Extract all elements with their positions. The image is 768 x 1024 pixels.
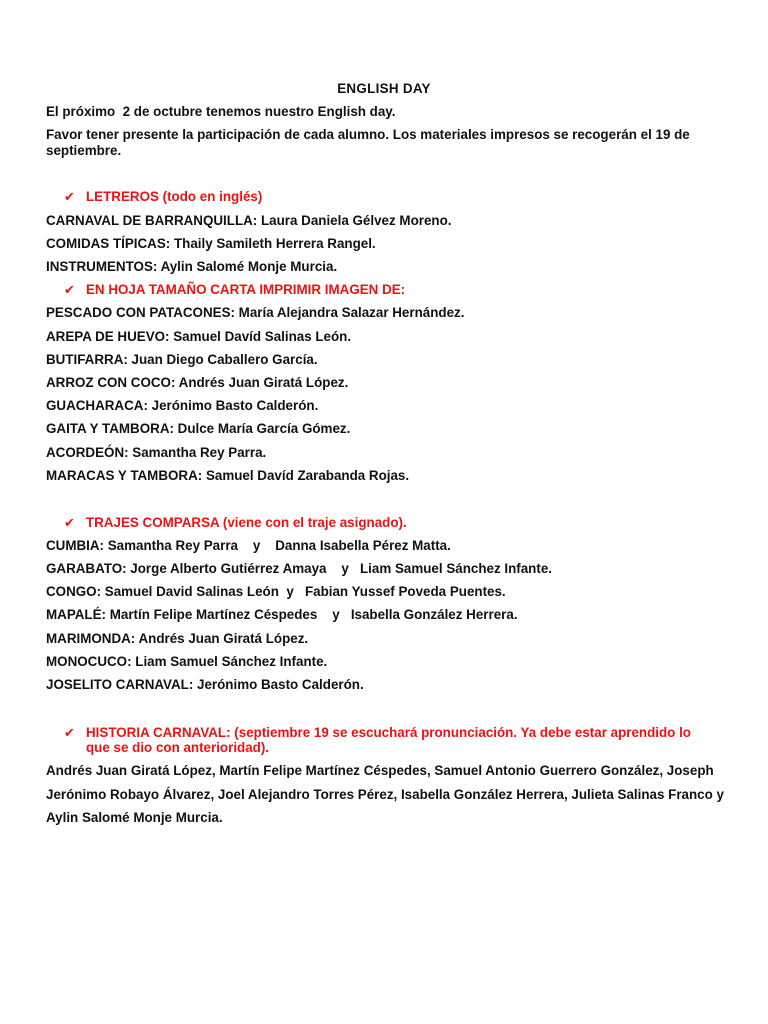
list-item: GAITA Y TAMBORA: Dulce María García Gómez. xyxy=(46,421,351,436)
list-item: MAPALÉ: Martín Felipe Martínez Céspedes y Isabella González Herrera. xyxy=(46,607,518,622)
intro-line-1: El próximo 2 de octubre tenemos nuestro English day. xyxy=(46,104,396,119)
section-heading-text: TRAJES COMPARSA (viene con el traje asignado). xyxy=(86,515,407,530)
list-item: BUTIFARRA: Juan Diego Caballero García. xyxy=(46,352,318,367)
document-title: ENGLISH DAY xyxy=(337,81,431,96)
list-item: INSTRUMENTOS: Aylin Salomé Monje Murcia. xyxy=(46,259,338,274)
section-heading-text: LETREROS (todo en inglés) xyxy=(86,189,263,204)
section-heading-text: HISTORIA CARNAVAL: (septiembre 19 se escuchará pronunciación. Ya debe estar aprendido lo que se dio con anterioridad). xyxy=(86,725,691,755)
section-imagenes-heading xyxy=(64,282,706,298)
intro-line-2: Favor tener presente la participación de cada alumno. Los materiales impresos se recogerán el 19 de septiembre. xyxy=(46,127,690,158)
list-item: AREPA DE HUEVO: Samuel Davíd Salinas León. xyxy=(46,329,352,344)
section-letreros-heading xyxy=(64,189,706,205)
list-item: CUMBIA: Samantha Rey Parra y Danna Isabella Pérez Matta. xyxy=(46,538,451,553)
historia-participants: Andrés Juan Giratá López, Martín Felipe Martínez Céspedes, Samuel Antonio Guerrero González, Joseph Jerónimo Robayo Álvarez, Joel Alejandro Torres Pérez, Isabella González Herrera, Julieta Salinas Franco y Aylin Salomé Monje Murcia. xyxy=(46,763,724,825)
list-item: JOSELITO CARNAVAL: Jerónimo Basto Calderón. xyxy=(46,677,364,692)
list-item: MONOCUCO: Liam Samuel Sánchez Infante. xyxy=(46,654,328,669)
section-trajes-heading xyxy=(64,515,706,531)
list-item: CONGO: Samuel David Salinas León y Fabian Yussef Poveda Puentes. xyxy=(46,584,506,599)
list-item: ACORDEÓN: Samantha Rey Parra. xyxy=(46,445,267,460)
checkmark-icon: ✔ xyxy=(64,282,75,297)
list-item: GARABATO: Jorge Alberto Gutiérrez Amaya y Liam Samuel Sánchez Infante. xyxy=(46,561,552,576)
checkmark-icon: ✔ xyxy=(64,189,75,204)
list-item: PESCADO CON PATACONES: María Alejandra Salazar Hernández. xyxy=(46,305,465,320)
list-item: GUACHARACA: Jerónimo Basto Calderón. xyxy=(46,398,319,413)
list-item: CARNAVAL DE BARRANQUILLA: Laura Daniela Gélvez Moreno. xyxy=(46,213,452,228)
section-historia-heading xyxy=(64,725,706,755)
checkmark-icon: ✔ xyxy=(64,725,75,740)
checkmark-icon: ✔ xyxy=(64,515,75,530)
list-item: ARROZ CON COCO: Andrés Juan Giratá López. xyxy=(46,375,349,390)
list-item: MARIMONDA: Andrés Juan Giratá López. xyxy=(46,631,309,646)
list-item: COMIDAS TÍPICAS: Thaily Samileth Herrera Rangel. xyxy=(46,236,376,251)
section-heading-text: EN HOJA TAMAÑO CARTA IMPRIMIR IMAGEN DE: xyxy=(86,282,406,297)
list-item: MARACAS Y TAMBORA: Samuel Davíd Zarabanda Rojas. xyxy=(46,468,410,483)
